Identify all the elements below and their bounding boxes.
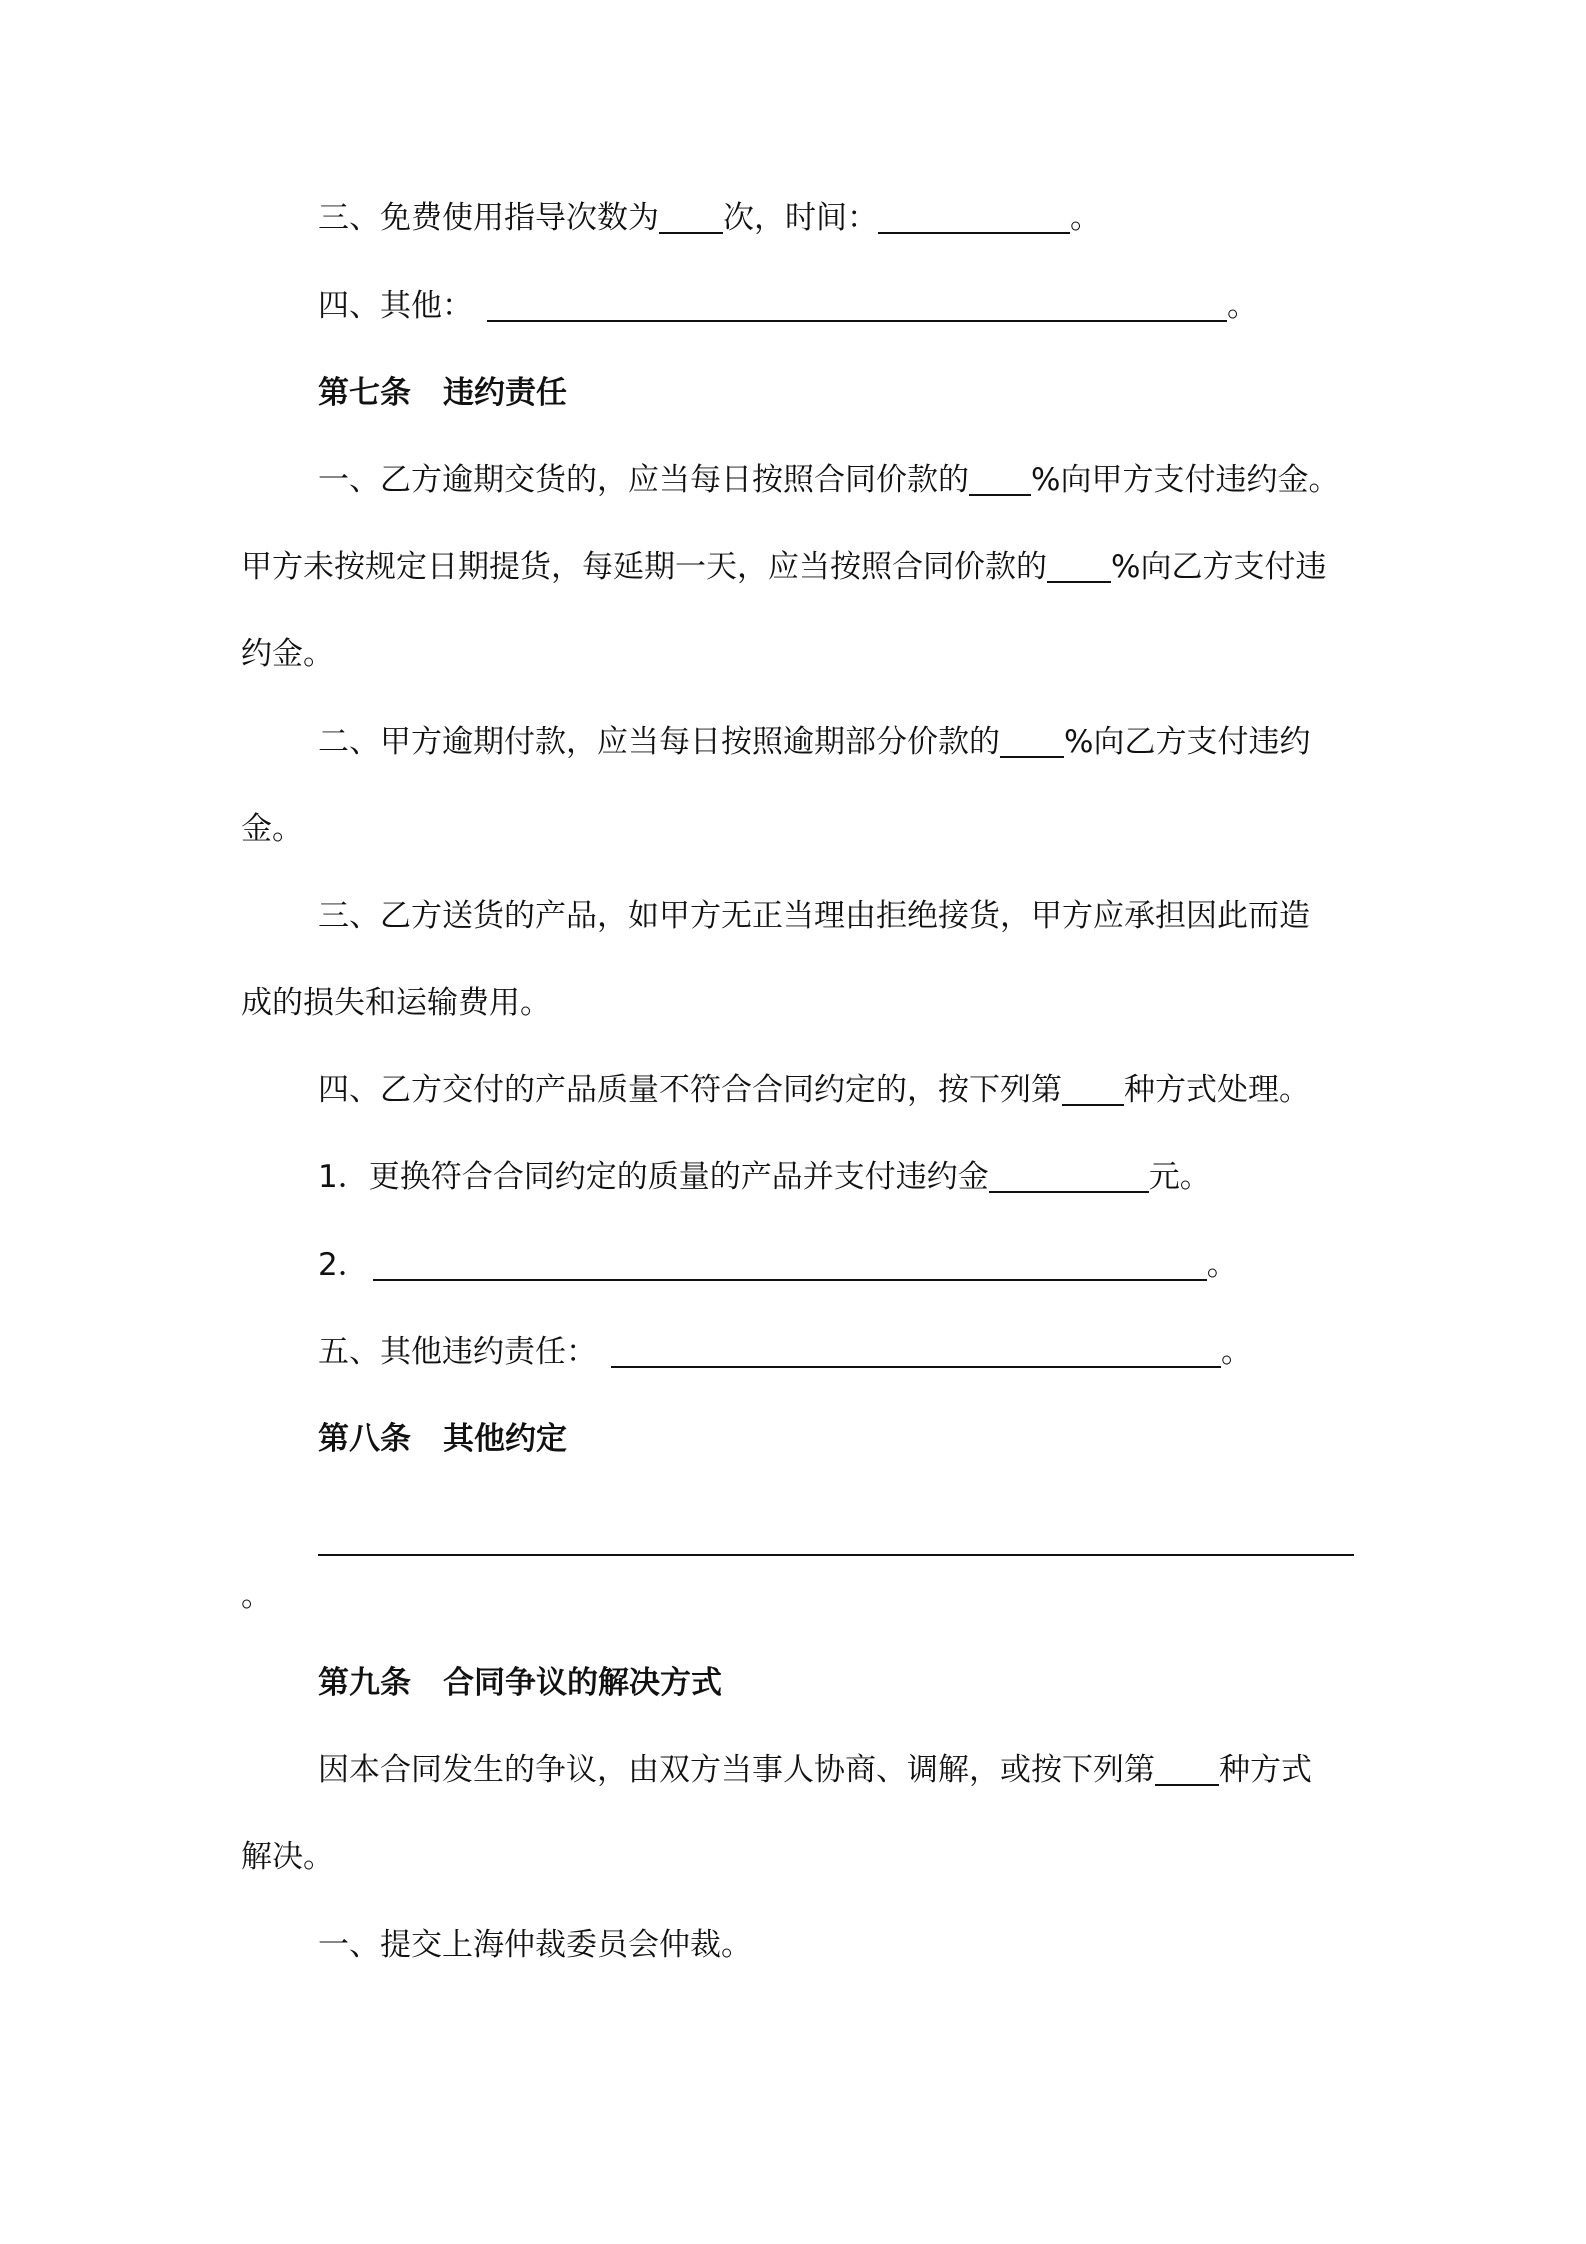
clause-arbitration [318, 1925, 752, 1965]
text: 四、乙方交付的产品质量不符合合同约定的，按下列第 [318, 1072, 1062, 1108]
article-number: 第九条 [318, 1665, 411, 1701]
clause-quality-option-1 [318, 1157, 1211, 1197]
text: 。 [1221, 1334, 1252, 1370]
blank-penalty-amount[interactable] [989, 1161, 1149, 1193]
clause-late-delivery [318, 460, 1339, 500]
clause-late-pickup-cont [241, 634, 334, 674]
text: 甲方未按规定日期提货，每延期一天，应当按照合同价款的 [241, 549, 1047, 585]
blank-guidance-time[interactable] [878, 202, 1070, 234]
clause-dispute-cont [241, 1837, 334, 1877]
text: %向乙方支付违约 [1064, 724, 1311, 760]
text: 三、乙方送货的产品，如甲方无正当理由拒绝接货，甲方应承担因此而造 [318, 898, 1310, 934]
clause-free-guidance [318, 198, 1101, 238]
article-9-heading [318, 1663, 722, 1703]
text: 一、乙方逾期交货的，应当每日按照合同价款的 [318, 462, 969, 498]
blank-dispute-method[interactable] [1155, 1754, 1219, 1786]
article-title: 其他约定 [443, 1421, 567, 1457]
text: 二、甲方逾期付款，应当每日按照逾期部分价款的 [318, 724, 1000, 760]
other-agreement-line [318, 1520, 1354, 1560]
clause-other-liability [318, 1332, 1252, 1372]
clause-quality [318, 1070, 1310, 1110]
text: 因本合同发生的争议，由双方当事人协商、调解，或按下列第 [318, 1752, 1155, 1788]
clause-late-payment-cont [241, 809, 303, 849]
text: %向乙方支付违 [1111, 549, 1327, 585]
text: 。 [1227, 288, 1258, 324]
blank-late-pickup-rate[interactable] [1047, 551, 1111, 583]
blank-other-agreement[interactable] [318, 1524, 1354, 1556]
text: 一、提交上海仲裁委员会仲裁。 [318, 1927, 752, 1963]
clause-quality-option-2 [318, 1245, 1238, 1285]
text: 四、其他： [318, 288, 473, 324]
text: %向甲方支付违约金。 [1031, 462, 1340, 498]
text: 1．更换符合合同约定的质量的产品并支付违约金 [318, 1159, 989, 1195]
text: 五、其他违约责任： [318, 1334, 597, 1370]
text: 次，时间： [723, 200, 878, 236]
text: 。 [241, 1578, 272, 1614]
blank-late-delivery-rate[interactable] [969, 464, 1031, 496]
article-number: 第八条 [318, 1421, 411, 1457]
article-7-heading [318, 373, 567, 413]
text: 2． [318, 1247, 369, 1283]
clause-dispute [318, 1750, 1312, 1790]
article-title: 合同争议的解决方式 [443, 1665, 722, 1701]
blank-quality-method[interactable] [1062, 1074, 1124, 1106]
text: 解决。 [241, 1839, 334, 1875]
clause-late-payment [318, 722, 1310, 762]
text: 种方式处理。 [1124, 1072, 1310, 1108]
blank-other-liability[interactable] [611, 1336, 1221, 1368]
other-agreement-end [241, 1576, 272, 1616]
article-number: 第七条 [318, 375, 411, 411]
article-title: 违约责任 [443, 375, 567, 411]
blank-late-payment-rate[interactable] [1000, 726, 1064, 758]
clause-refuse-goods-cont [241, 983, 551, 1023]
clause-late-pickup [241, 547, 1326, 587]
blank-option-2[interactable] [373, 1249, 1207, 1281]
blank-other[interactable] [487, 290, 1227, 322]
text: 金。 [241, 811, 303, 847]
text: 三、免费使用指导次数为 [318, 200, 659, 236]
text: 种方式 [1219, 1752, 1312, 1788]
article-8-heading [318, 1419, 567, 1459]
text: 元。 [1148, 1159, 1211, 1195]
text: 成的损失和运输费用。 [241, 985, 551, 1021]
clause-other [318, 286, 1258, 326]
clause-refuse-goods [318, 896, 1310, 936]
blank-guidance-count[interactable] [659, 202, 723, 234]
text: 。 [1070, 200, 1101, 236]
text: 约金。 [241, 636, 334, 672]
text: 。 [1206, 1247, 1238, 1283]
